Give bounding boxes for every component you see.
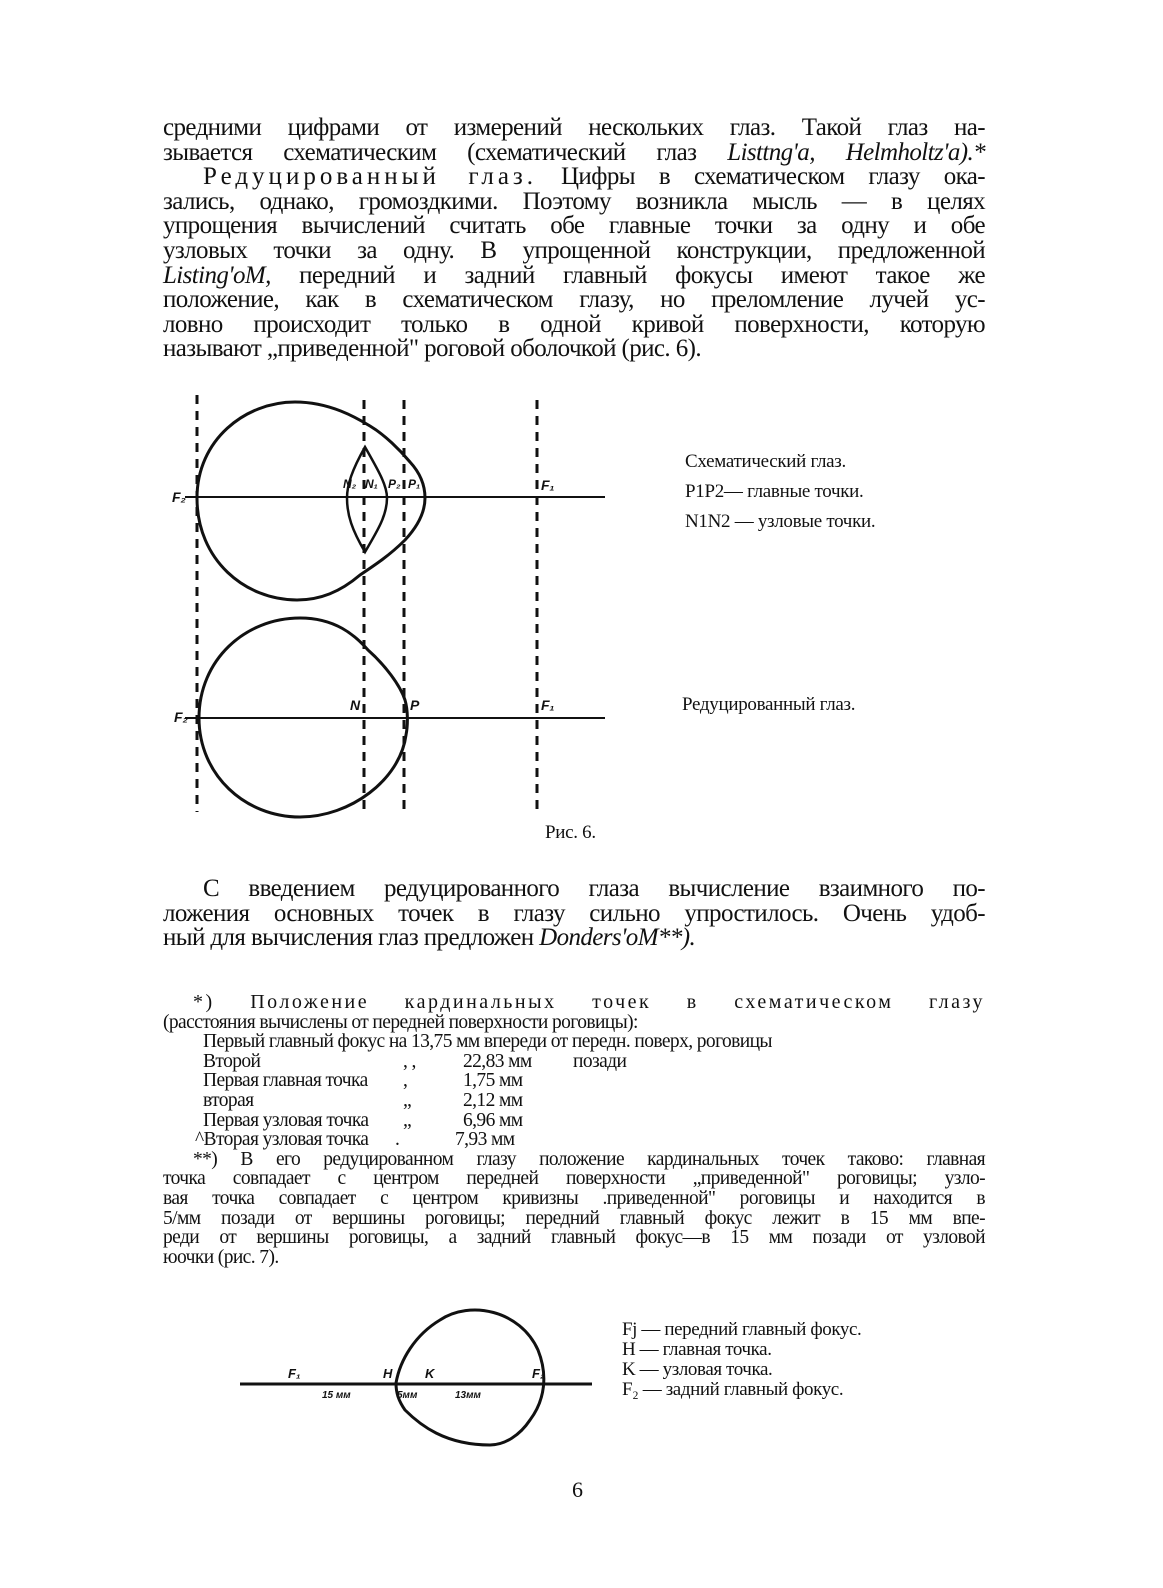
row-name: ^Вторая узловая точка — [195, 1129, 369, 1151]
italic-name: Donders'oM**). — [539, 924, 696, 952]
row-note — [565, 1130, 985, 1150]
footnote-row — [163, 1111, 985, 1131]
italic-name: Listing'oM, — [163, 261, 271, 289]
row-value: 7,93 мм — [455, 1129, 515, 1151]
text-line: положение, как в схематическом глазу, но преломление лучей ус- — [163, 286, 985, 314]
text-span: передний и задний главный фокусы имеют такое же — [270, 261, 985, 289]
footnote-row: Первый главный фокус на 13,75 мм впереди от передн. поверх, роговицы — [203, 1031, 772, 1053]
footnote-2-line: точка совпадает с центром передней поверхности „приведенной" роговицы; узло- — [163, 1168, 985, 1190]
row-mark: . — [395, 1129, 400, 1151]
legend-item: K — узловая точка. — [622, 1359, 773, 1380]
footnote-row — [163, 1091, 985, 1111]
text-span: Цифры в схематическом глазу ока- — [537, 163, 985, 191]
label-f1-fig7: F₁ — [288, 1366, 301, 1381]
text-line: упрощения вычислений считать обе главные точки за одну и обе — [163, 212, 985, 240]
row-value: 6,96 мм — [463, 1109, 523, 1131]
row-mark: , , — [403, 1050, 416, 1072]
label-n2: N₂ — [343, 477, 357, 491]
caption-reduced-eye: Редуцированный глаз. — [682, 694, 856, 715]
row-value: 1,75 мм — [463, 1070, 523, 1092]
row-note — [573, 1111, 985, 1131]
text-span: ный для вычисления глаз предложен — [163, 924, 540, 952]
legend-item: H — главная точка. — [622, 1339, 772, 1360]
label-f2-reduced: F₂ — [174, 709, 188, 725]
legend-item: F₂ — задний главный фокус. — [622, 1379, 844, 1400]
row-note: позади — [573, 1050, 627, 1072]
lens-outline — [347, 447, 387, 552]
row-name: вторая — [203, 1089, 254, 1111]
text-line: зались, однако, громоздкими. Поэтому возникла мысль — в целях — [163, 187, 985, 215]
label-f1-reduced: F₁ — [541, 697, 555, 713]
distance-13mm: 13мм — [455, 1390, 481, 1401]
paragraph-3 — [163, 877, 985, 951]
legend-item: Fj — передний главный фокус. — [622, 1319, 862, 1340]
label-p1: P₁ — [408, 477, 421, 491]
footnote-row — [163, 1071, 985, 1091]
caption-nodal-points: N1N2 — узловые точки. — [685, 511, 876, 532]
footnote-row — [163, 1052, 985, 1072]
footnote-2-line: юочки (рис. 7). — [163, 1246, 279, 1268]
footnote-2-line: вая точка совпадает с центром кривизны .приведенной" роговицы и находится в — [163, 1187, 985, 1209]
footnote-2-line: 5/мм позади от вершины роговицы; передний главный фокус лежит в 15 мм впе- — [163, 1207, 985, 1229]
reduced-eye-fig7 — [396, 1310, 544, 1445]
text-line: С введением редуцированного глаза вычисление взаимного по- — [203, 875, 985, 902]
text-line — [163, 926, 985, 951]
label-f2-fig7: F₂ — [532, 1366, 545, 1381]
row-note — [573, 1071, 985, 1091]
footnote-title: *) Положение кардинальных точек в схематическом глазу — [193, 991, 985, 1013]
row-mark: „ — [403, 1089, 412, 1111]
text-line: средними цифрами от измерений нескольких глаз. Такой глаз на- — [163, 114, 985, 141]
row-name: Второй — [203, 1050, 261, 1072]
label-p: P — [410, 697, 420, 713]
caption-schematic-eye: Схематический глаз. — [685, 451, 846, 472]
text-line: ложения основных точек в глазу сильно упростилось. Очень удоб- — [163, 899, 985, 927]
footnote-2-line: реди от вершины роговицы, а задний главный фокус—в 15 мм позади от узловой — [163, 1227, 985, 1249]
row-name: Первая главная точка — [203, 1070, 368, 1092]
distance-5mm: 5мм — [397, 1390, 418, 1401]
row-mark: „ — [403, 1109, 412, 1131]
footnote-1 — [163, 993, 985, 1267]
footnote-subtitle: (расстояния вычислены от передней поверхности роговицы): — [163, 1011, 638, 1033]
text-span: зывается схематическим (схематический глаз — [163, 138, 728, 166]
caption-principal-points: P1P2— главные точки. — [685, 481, 864, 502]
row-value: 22,83 мм — [463, 1050, 532, 1072]
label-h: H — [383, 1366, 393, 1381]
label-n: N — [350, 697, 361, 713]
section-heading: Редуцированный глаз. — [203, 163, 538, 191]
label-p2: P₂ — [388, 477, 401, 491]
label-f2: F₂ — [172, 489, 186, 505]
page-number: 6 — [572, 1477, 583, 1502]
label-n1: N₁ — [365, 477, 378, 491]
text-line: называют „приведенной" роговой оболочкой (рис. 6). — [163, 335, 701, 363]
row-mark: , — [403, 1070, 408, 1092]
footnote-row — [163, 1130, 985, 1150]
text-line: ловно происходит только в одной кривой поверхности, которую — [163, 310, 985, 338]
text-line: узловых точки за одну. В упрощенной конструкции, предложенной — [163, 236, 985, 264]
row-name: Первая узловая точка — [203, 1109, 369, 1131]
schematic-eye-outline — [197, 402, 425, 600]
label-f1: F₁ — [541, 477, 555, 493]
distance-15mm: 15 мм — [322, 1390, 351, 1401]
italic-names: Listtng'a, Helmholtz'a).* — [727, 138, 986, 166]
label-k: K — [425, 1366, 435, 1381]
footnote-2-line: **) В его редуцированном глазу положение кардинальных точек таково: главная — [193, 1148, 985, 1170]
figure-7-legend — [622, 1320, 861, 1400]
row-value: 2,12 мм — [463, 1089, 523, 1111]
figure-6-label: Рис. 6. — [545, 822, 596, 843]
row-note — [573, 1091, 985, 1111]
